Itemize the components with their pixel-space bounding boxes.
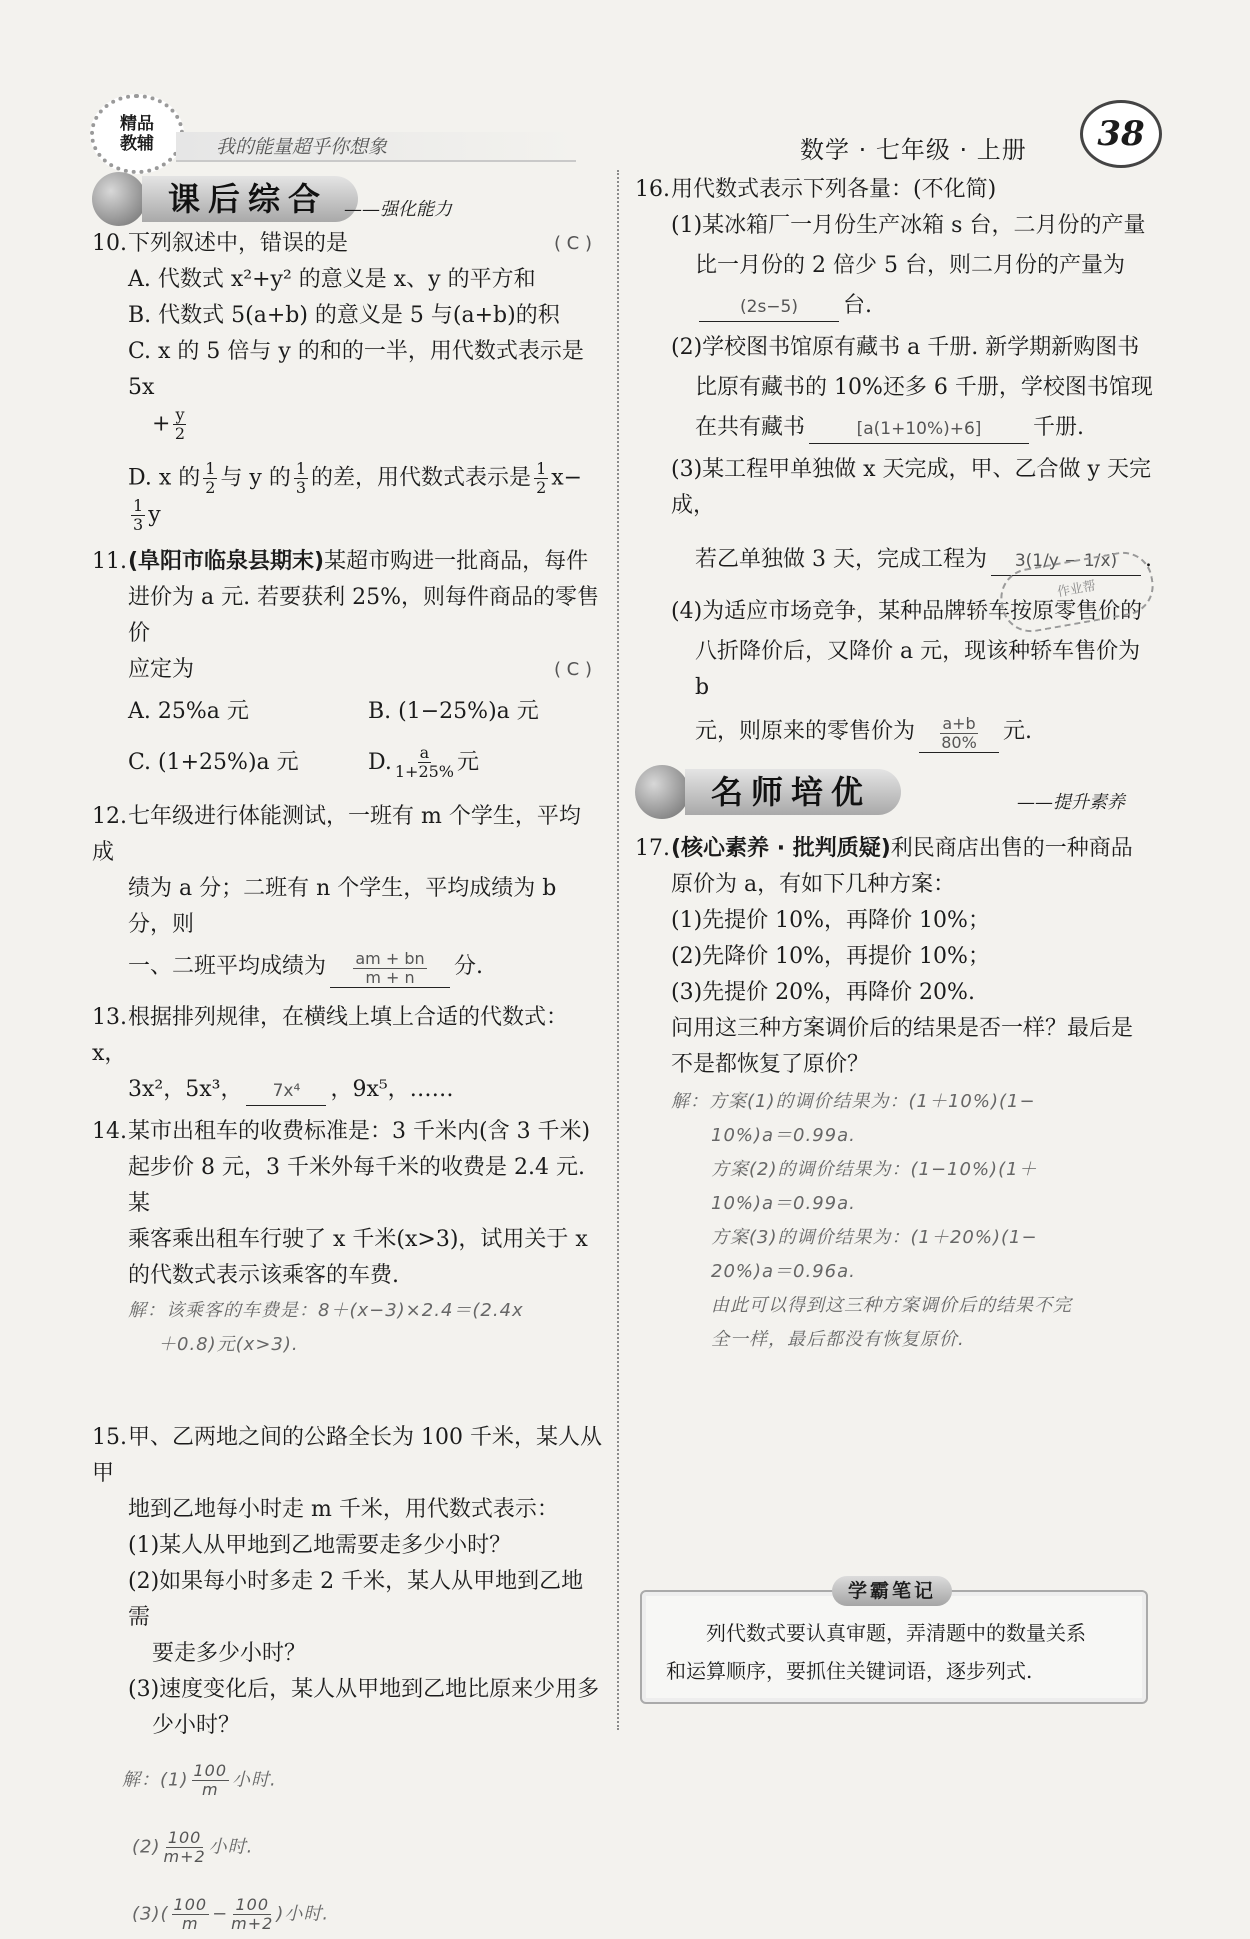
question-source: (阜阳市临泉县期末)	[128, 549, 325, 574]
question-11: 11.(阜阳市临泉县期末)某超市购进一批商品，每件 进价为 a 元. 若要获利 25%，则每件商品的零售价 应定为 ( C ) A. 25%a 元 B. (1−25%)a 元 C. (1+25%)a 元 D. $\frac{a}{1+25\%}$ 元	[92, 549, 599, 781]
answer-choice: ( C )	[553, 659, 592, 680]
option-b: B. (1−25%)a 元	[368, 699, 539, 724]
question-13: 13.根据排列规律，在横线上填上合适的代数式：x， 3x²，5x³， 7x⁴ ，9x⁵，……	[92, 1000, 602, 1108]
solution: 解：方案(1)的调价结果为：(1＋10%)(1− 10%)a＝0.99a. 方案(2)的调价结果为：(1−10%)(1＋ 10%)a＝0.99a. 方案(3)的调价结果为：(1＋20%)(1− 20%)a＝0.96a. 由此可以得到这三种方案调价后的结果不完 全一样，最后都没有恢复原价.	[671, 1090, 1072, 1350]
question-15: 15.甲、乙两地之间的公路全长为 100 千米，某人从甲 地到乙地每小时走 m 千米，用代数式表示： (1)某人从甲地到乙地需要走多少小时？ (2)如果每小时多走 2 千米，某人从甲地到乙地需 要走多少小时？ (3)速度变化后，某人从甲地到乙地比原来少用多 少小时？ 解：(1) $\frac{100}{m}$ 小时. (2) $\frac{100}{m+2}$ 小时. (3)( $\frac{100}{m}$ − $\frac{100}{m+2}$ )小时.	[92, 1424, 602, 1933]
question-10: 10.下列叙述中，错误的是 ( C ) A. 代数式 x²+y² 的意义是 x、y 的平方和 B. 代数式 5(a+b) 的意义是 5 与(a+b)的积 C. x 的 5 倍与 y 的和的一半，用代数式表示是 5x + $\frac{y}{2}$ D. x 的 $\frac{1}{2}$ 与 y 的 $\frac{1}{3}$ 的差，用代数式表示是 $\frac{1}{2}$ x− $\frac{1}{3}$ y	[92, 226, 602, 534]
solution: 解：(1) $\frac{100}{m}$ 小时. (2) $\frac{100}{m+2}$ 小时. (3)( $\frac{100}{m}$ − $\frac{100}{m+2}$ )小时.	[122, 1760, 330, 1933]
option-c: C. x 的 5 倍与 y 的和的一半，用代数式表示是 5x	[128, 339, 584, 400]
option-d: D. $\frac{a}{1+25\%}$ 元	[368, 743, 480, 781]
option-a: A. 25%a 元	[128, 699, 249, 724]
option-a: A. 代数式 x²+y² 的意义是 x、y 的平方和	[128, 267, 536, 292]
brand-logo: 精品 教辅	[90, 94, 184, 174]
notes-title: 学霸笔记	[832, 1576, 952, 1606]
option-c-continued: + $\frac{y}{2}$	[152, 405, 186, 443]
answer-blank: $\frac{a+b}{80\%}$	[919, 715, 999, 753]
answer-choice: ( C )	[553, 233, 592, 254]
option-c: C. (1+25%)a 元	[128, 749, 299, 775]
notes-text: 列代数式要认真审题，弄清题中的数量关系 和运算顺序，要抓住关键词语，逐步列式.	[666, 1621, 1086, 1683]
option-d: D. x 的 $\frac{1}{2}$ 与 y 的 $\frac{1}{3}$ 的差，用代数式表示是 $\frac{1}{2}$ x− $\frac{1}{3}$ y	[128, 459, 583, 534]
solution: 解：该乘客的车费是：8＋(x−3)×2.4＝(2.4x ＋0.8)元(x>3).	[128, 1299, 524, 1355]
right-column	[635, 172, 1155, 1363]
book-title: 数学 · 七年级 · 上册	[800, 136, 1027, 164]
section-title: 名师培优	[685, 769, 901, 815]
study-notes	[640, 1580, 1148, 1704]
page-number: 38	[1080, 100, 1162, 168]
section-header	[635, 759, 1155, 827]
answer-blank: 7x⁴	[246, 1077, 326, 1106]
section-title: 课后综合	[142, 176, 358, 222]
question-source: (核心素养 · 批判质疑)	[671, 835, 891, 861]
page-header	[80, 88, 1180, 168]
slogan: 我的能量超乎你想象	[176, 132, 576, 162]
question-17: 17.(核心素养 · 批判质疑)利民商店出售的一种商品 原价为 a，有如下几种方案： (1)先提价 10%，再降价 10%； (2)先降价 10%，再提价 10%； (3)先提价 20%，再降价 20%. 问用这三种方案调价后的结果是否一样？最后是 不是都恢复了原价？ 解：方案(1)的调价结果为：(1＋10%)(1− 10%)a＝0.99a. 方案(2)的调价结果为：(1−10%)(1＋ 10%)a＝0.99a. 方案(3)的调价结果为：(1＋20%)(1− 20%)a＝0.96a. 由此可以得到这三种方案调价后的结果不完 全一样，最后都没有恢复原价.	[635, 831, 1155, 1357]
watermark-stamp: 作业帮	[996, 547, 1159, 637]
option-b: B. 代数式 5(a+b) 的意义是 5 与(a+b)的积	[128, 303, 560, 328]
question-14: 14.某市出租车的收费标准是：3 千米内(含 3 千米) 起步价 8 元，3 千米外每千米的收费是 2.4 元. 某 乘客乘出租车行驶了 x 千米(x>3)，试用关于 x 的代数式表示该乘客的车费. 解：该乘客的车费是：8＋(x−3)×2.4＝(2.4x ＋0.8)元(x>3).	[92, 1114, 602, 1362]
question-16: 16.用代数式表示下列各量：(不化简) (1)某冰箱厂一月份生产冰箱 s 台，二月份的产量 比一月份的 2 倍少 5 台，则二月份的产量为 (2s−5) 台. (2)学校图书馆原有藏书 a 千册. 新学期新购图书 比原有藏书的 10%还多 6 千册，学校图书馆现 在共有藏书 [a(1+10%)+6] 千册. (3)某工程甲单独做 x 天完成，甲、乙合做 y 天完成， 若乙单独做 3 天，完成工程为 3(1/y − 1/x) . (4)为适应市场竞争，某种品牌轿车按原零售价的 八折降价后，又降价 a 元，现该种轿车售价为 b 元，则原来的零售价为 $\frac{a+b}{80\%}$ 元.	[635, 177, 1153, 752]
section-header	[92, 166, 602, 222]
answer-blank: [a(1+10%)+6]	[809, 415, 1029, 444]
pencil-cup-icon	[635, 765, 689, 819]
answer-blank: $\frac{am + bn}{m + n}$	[330, 950, 450, 988]
answer-blank: 3(1/y − 1/x)	[991, 547, 1141, 576]
palette-icon	[92, 172, 146, 226]
section-subtitle: ——强化能力	[344, 199, 452, 220]
column-divider	[617, 170, 619, 1730]
left-column	[92, 172, 602, 1939]
answer-blank: (2s−5)	[699, 293, 839, 322]
question-12: 12.七年级进行体能测试，一班有 m 个学生，平均成 绩为 a 分；二班有 n 个学生，平均成绩为 b 分，则 一、二班平均成绩为 $\frac{am + bn}{m + n}$ 分.	[92, 804, 581, 987]
section-subtitle: ——提升素养	[1017, 791, 1125, 813]
